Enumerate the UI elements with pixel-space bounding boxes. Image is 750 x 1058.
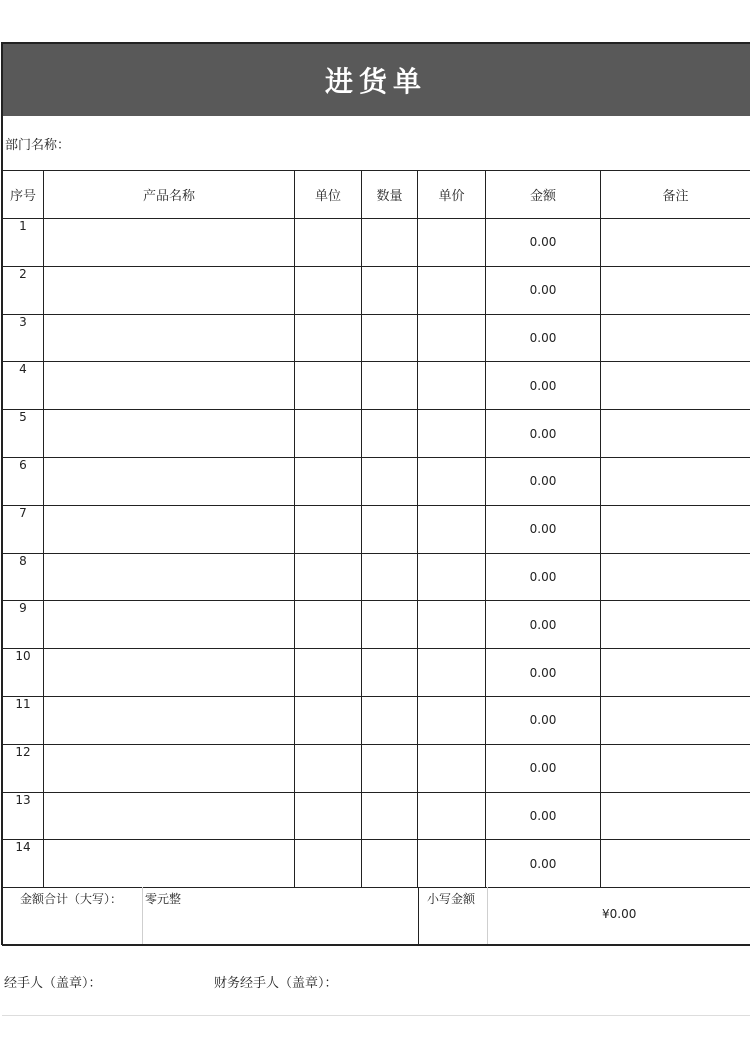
unit-cell[interactable] [295, 553, 362, 601]
product-name-cell[interactable] [44, 840, 295, 888]
quantity-cell[interactable] [362, 219, 418, 267]
unit-cell[interactable] [295, 505, 362, 553]
table-row [3, 457, 750, 505]
remarks-cell[interactable] [601, 266, 750, 314]
unit-cell[interactable] [295, 410, 362, 458]
product-name-cell[interactable] [44, 553, 295, 601]
header-quantity: 数量 [362, 171, 418, 219]
remarks-cell[interactable] [601, 553, 750, 601]
quantity-cell[interactable] [362, 314, 418, 362]
quantity-cell[interactable] [362, 840, 418, 888]
product-name-cell[interactable] [44, 314, 295, 362]
unit-price-cell[interactable] [418, 601, 486, 649]
product-name-cell[interactable] [44, 457, 295, 505]
unit-price-cell[interactable] [418, 696, 486, 744]
table-row [3, 219, 750, 267]
total-divider-faint [142, 887, 143, 944]
remarks-cell[interactable] [601, 457, 750, 505]
department-row [3, 114, 750, 171]
unit-cell[interactable] [295, 362, 362, 410]
quantity-cell[interactable] [362, 457, 418, 505]
product-name-cell[interactable] [44, 649, 295, 697]
table-row [3, 553, 750, 601]
unit-price-cell[interactable] [418, 457, 486, 505]
product-name-cell[interactable] [44, 219, 295, 267]
quantity-cell[interactable] [362, 553, 418, 601]
seq-cell: 3 [3, 314, 44, 362]
unit-cell[interactable] [295, 792, 362, 840]
table-row [3, 314, 750, 362]
product-name-cell[interactable] [44, 601, 295, 649]
quantity-cell[interactable] [362, 792, 418, 840]
quantity-cell[interactable] [362, 601, 418, 649]
total-divider-faint [487, 887, 488, 944]
seq-cell: 14 [3, 840, 44, 888]
amount-cell[interactable]: 0.00 [486, 266, 601, 314]
department-label: 部门名称： [5, 138, 71, 153]
bottom-rule [2, 1015, 750, 1016]
seq-cell: 8 [3, 553, 44, 601]
table-row [3, 792, 750, 840]
amount-cell[interactable]: 0.00 [486, 696, 601, 744]
title-banner [2, 42, 750, 116]
header-remarks: 备注 [601, 171, 750, 219]
header-product-name: 产品名称 [44, 171, 295, 219]
remarks-cell[interactable] [601, 362, 750, 410]
remarks-cell[interactable] [601, 601, 750, 649]
unit-cell[interactable] [295, 457, 362, 505]
remarks-cell[interactable] [601, 219, 750, 267]
total-row [2, 887, 750, 946]
quantity-cell[interactable] [362, 410, 418, 458]
remarks-cell[interactable] [601, 505, 750, 553]
unit-price-cell[interactable] [418, 362, 486, 410]
amount-cell[interactable]: 0.00 [486, 457, 601, 505]
remarks-cell[interactable] [601, 744, 750, 792]
seq-cell: 5 [3, 410, 44, 458]
table-row [3, 696, 750, 744]
amount-cell[interactable]: 0.00 [486, 840, 601, 888]
unit-cell[interactable] [295, 266, 362, 314]
amount-cell[interactable]: 0.00 [486, 505, 601, 553]
document-title: 进货单 [324, 65, 427, 98]
seq-cell: 10 [3, 649, 44, 697]
unit-price-cell[interactable] [418, 266, 486, 314]
total-small-label: 小写金额 [427, 892, 476, 906]
quantity-cell[interactable] [362, 362, 418, 410]
amount-cell[interactable]: 0.00 [486, 744, 601, 792]
remarks-cell[interactable] [601, 840, 750, 888]
table-row [3, 362, 750, 410]
finance-signature-label: 财务经手人（盖章）： [214, 976, 338, 991]
unit-price-cell[interactable] [418, 744, 486, 792]
unit-cell[interactable] [295, 744, 362, 792]
unit-cell[interactable] [295, 649, 362, 697]
quantity-cell[interactable] [362, 696, 418, 744]
product-name-cell[interactable] [44, 362, 295, 410]
table-row [3, 649, 750, 697]
unit-price-cell[interactable] [418, 792, 486, 840]
quantity-cell[interactable] [362, 266, 418, 314]
amount-cell[interactable]: 0.00 [486, 553, 601, 601]
header-seq: 序号 [3, 171, 44, 219]
remarks-cell[interactable] [601, 314, 750, 362]
amount-cell[interactable]: 0.00 [486, 410, 601, 458]
product-name-cell[interactable] [44, 696, 295, 744]
total-uppercase-label: 金额合计（大写）： [20, 892, 123, 906]
total-small-value[interactable]: ¥0.00 [602, 907, 637, 921]
table-row [3, 840, 750, 888]
product-name-cell[interactable] [44, 266, 295, 314]
amount-cell[interactable]: 0.00 [486, 792, 601, 840]
amount-cell[interactable]: 0.00 [486, 314, 601, 362]
handler-signature-label: 经手人（盖章）： [4, 976, 102, 991]
header-unit: 单位 [295, 171, 362, 219]
quantity-cell[interactable] [362, 649, 418, 697]
amount-cell[interactable]: 0.00 [486, 649, 601, 697]
total-divider [418, 887, 419, 944]
table-row [3, 601, 750, 649]
unit-price-cell[interactable] [418, 410, 486, 458]
amount-cell[interactable]: 0.00 [486, 601, 601, 649]
product-name-cell[interactable] [44, 792, 295, 840]
unit-cell[interactable] [295, 840, 362, 888]
total-uppercase-value[interactable]: 零元整 [145, 892, 182, 906]
items-table [2, 170, 750, 888]
seq-cell: 12 [3, 744, 44, 792]
unit-price-cell[interactable] [418, 840, 486, 888]
table-header-row [3, 171, 750, 219]
seq-cell: 4 [3, 362, 44, 410]
seq-cell: 1 [3, 219, 44, 267]
unit-price-cell[interactable] [418, 553, 486, 601]
remarks-cell[interactable] [601, 410, 750, 458]
remarks-cell[interactable] [601, 649, 750, 697]
product-name-cell[interactable] [44, 744, 295, 792]
unit-price-cell[interactable] [418, 219, 486, 267]
unit-price-cell[interactable] [418, 314, 486, 362]
unit-cell[interactable] [295, 314, 362, 362]
seq-cell: 11 [3, 696, 44, 744]
table-row [3, 266, 750, 314]
unit-price-cell[interactable] [418, 649, 486, 697]
product-name-cell[interactable] [44, 410, 295, 458]
seq-cell: 6 [3, 457, 44, 505]
quantity-cell[interactable] [362, 744, 418, 792]
unit-cell[interactable] [295, 696, 362, 744]
quantity-cell[interactable] [362, 505, 418, 553]
unit-price-cell[interactable] [418, 505, 486, 553]
header-amount: 金额 [486, 171, 601, 219]
seq-cell: 9 [3, 601, 44, 649]
header-unit-price: 单价 [418, 171, 486, 219]
seq-cell: 2 [3, 266, 44, 314]
seq-cell: 13 [3, 792, 44, 840]
unit-cell[interactable] [295, 601, 362, 649]
seq-cell: 7 [3, 505, 44, 553]
table-row [3, 410, 750, 458]
product-name-cell[interactable] [44, 505, 295, 553]
table-row [3, 744, 750, 792]
remarks-cell[interactable] [601, 696, 750, 744]
unit-cell[interactable] [295, 219, 362, 267]
table-row [3, 505, 750, 553]
amount-cell[interactable]: 0.00 [486, 362, 601, 410]
remarks-cell[interactable] [601, 792, 750, 840]
amount-cell[interactable]: 0.00 [486, 219, 601, 267]
